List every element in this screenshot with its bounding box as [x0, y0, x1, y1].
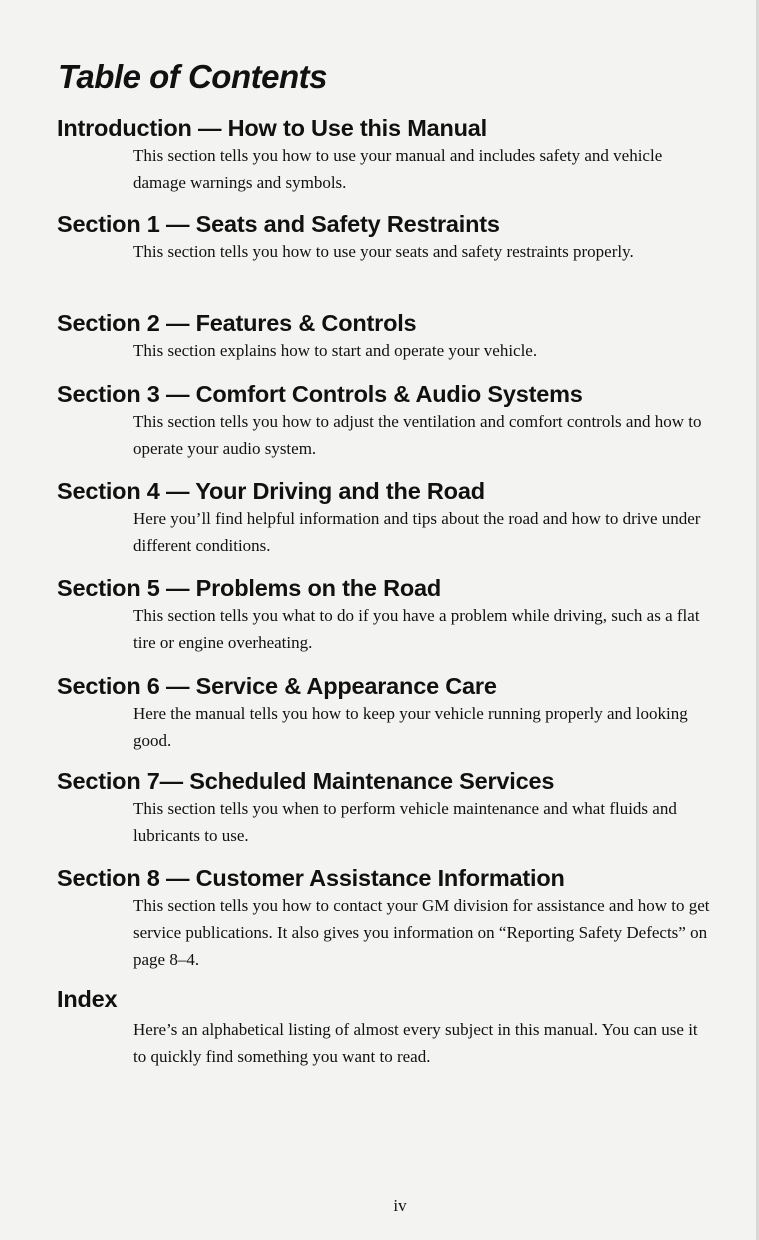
toc-entry-introduction: [57, 114, 737, 196]
toc-heading: Section 5 — Problems on the Road: [57, 575, 442, 601]
toc-description: This section explains how to start and operate your vehicle.: [133, 341, 538, 360]
toc-description: Here the manual tells you how to keep your vehicle running properly and looking good.: [133, 704, 688, 750]
toc-heading: Section 2 — Features & Controls: [57, 310, 417, 336]
toc-description: This section tells you how to use your manual and includes safety and vehicle damage warnings and symbols.: [133, 146, 663, 192]
toc-heading: Section 1 — Seats and Safety Restraints: [57, 211, 500, 237]
page-title: Table of Contents: [58, 58, 327, 95]
toc-description: This section tells you when to perform vehicle maintenance and what fluids and lubricants to use.: [133, 799, 677, 845]
toc-entry-section-2: [57, 309, 737, 364]
toc-entry-section-1: [57, 210, 737, 265]
toc-heading: Section 7— Scheduled Maintenance Services: [57, 768, 555, 794]
toc-heading: Introduction — How to Use this Manual: [57, 115, 487, 141]
page-number: iv: [393, 1196, 407, 1215]
toc-entry-section-7: [57, 767, 737, 849]
toc-description: This section tells you what to do if you have a problem while driving, such as a flat tire or engine overheating.: [133, 606, 700, 652]
toc-description: This section tells you how to adjust the ventilation and comfort controls and how to operate your audio system.: [133, 412, 702, 458]
toc-heading: Section 4 — Your Driving and the Road: [57, 478, 485, 504]
toc-heading: Index: [57, 986, 118, 1012]
toc-heading: Section 6 — Service & Appearance Care: [57, 673, 497, 699]
toc-description: This section tells you how to contact your GM division for assistance and how to get service publications. It also gives you information on “Reporting Safety Defects” on page 8–4.: [133, 896, 710, 969]
toc-entry-section-6: [57, 672, 737, 754]
toc-entry-section-4: [57, 477, 737, 559]
toc-description: Here you’ll find helpful information and tips about the road and how to drive under different conditions.: [133, 509, 701, 555]
toc-description: Here’s an alphabetical listing of almost every subject in this manual. You can use it to quickly find something you want to read.: [133, 1020, 698, 1066]
toc-entry-section-5: [57, 574, 737, 656]
toc-entry-index: [57, 985, 737, 1070]
toc-entry-section-8: [57, 864, 737, 973]
toc-heading: Section 8 — Customer Assistance Information: [57, 865, 565, 891]
toc-entry-section-3: [57, 380, 737, 462]
toc-description: This section tells you how to use your seats and safety restraints properly.: [133, 242, 634, 261]
toc-heading: Section 3 — Comfort Controls & Audio Systems: [57, 381, 583, 407]
